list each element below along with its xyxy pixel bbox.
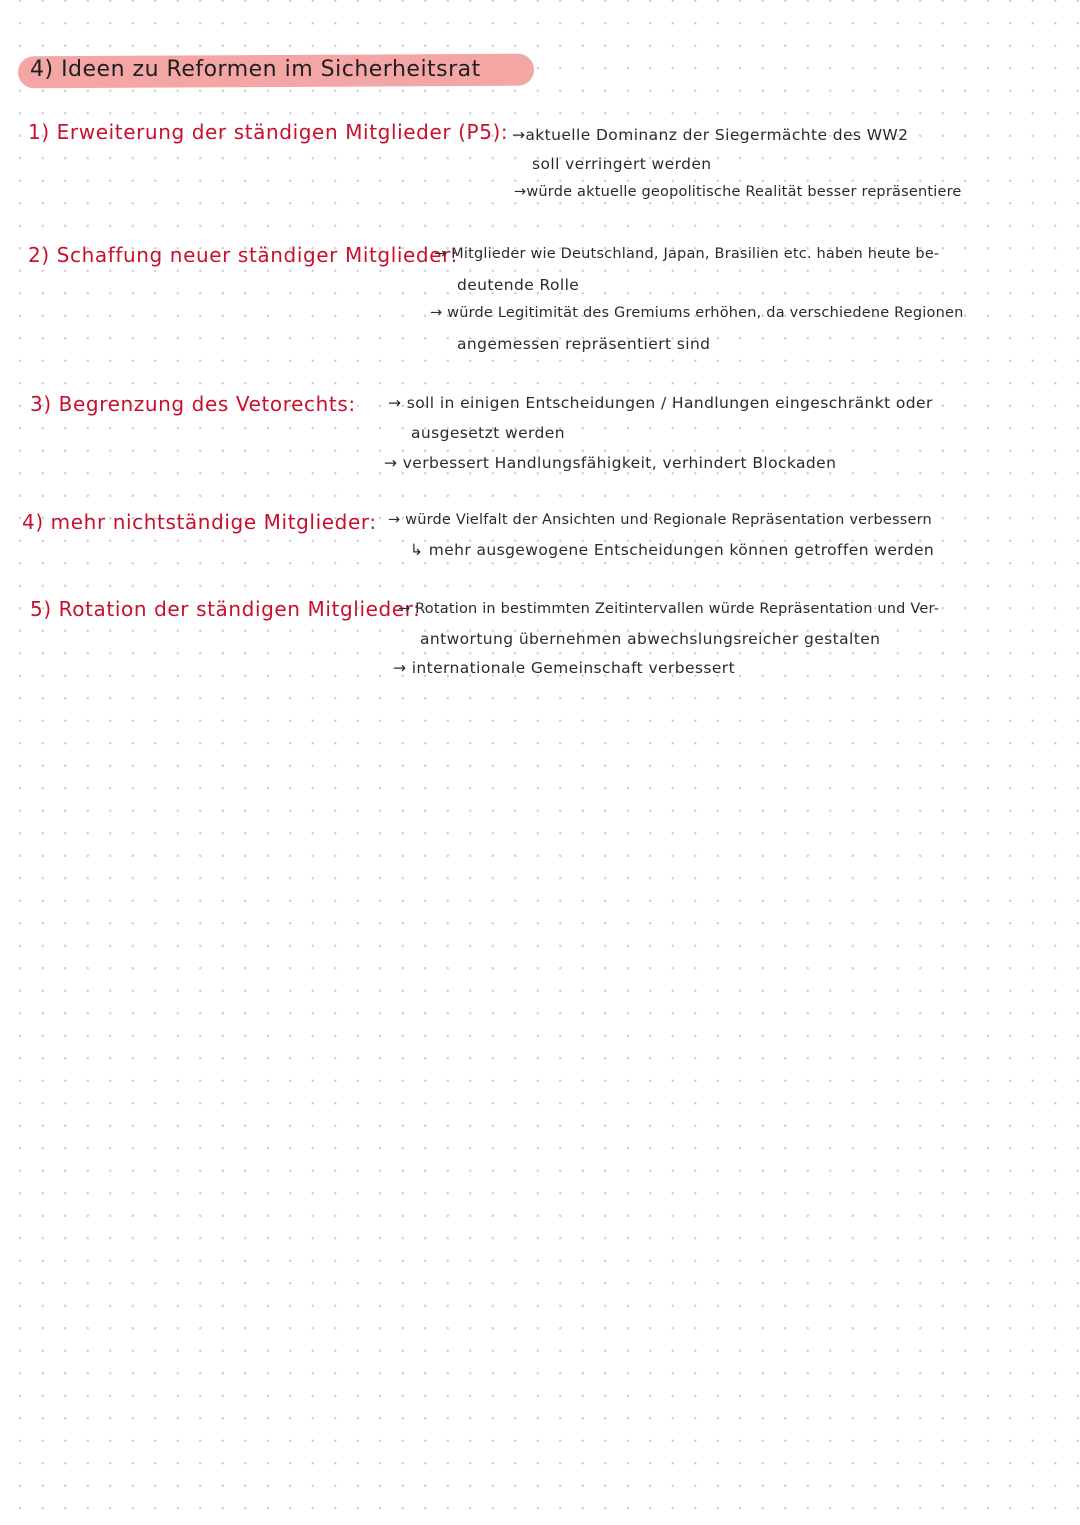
section-5-line-2: antwortung übernehmen abwechslungsreicher gestalten — [420, 630, 881, 648]
section-2-line-4: angemessen repräsentiert sind — [457, 335, 711, 353]
section-3-line-3: → verbessert Handlungsfähigkeit, verhindert Blockaden — [384, 454, 837, 472]
section-1-heading: 1) Erweiterung der ständigen Mitglieder (P5): — [28, 120, 509, 144]
section-2-line-1: → Mitglieder wie Deutschland, Japan, Brasilien etc. haben heute be- — [434, 246, 940, 262]
section-3-line-1: → soll in einigen Entscheidungen / Handlungen eingeschränkt oder — [388, 394, 933, 412]
section-2-heading: 2) Schaffung neuer ständiger Mitglieder: — [28, 243, 458, 267]
section-4-line-2: ↳ mehr ausgewogene Entscheidungen können getroffen werden — [410, 541, 935, 559]
section-2-line-2: deutende Rolle — [457, 276, 580, 294]
section-1-line-1: →aktuelle Dominanz der Siegermächte des WW2 — [512, 126, 909, 144]
section-1-line-3: →würde aktuelle geopolitische Realität besser repräsentiere — [514, 184, 962, 200]
section-5-heading: 5) Rotation der ständigen Mitglieder: — [30, 597, 421, 621]
section-3-line-2: ausgesetzt werden — [411, 424, 565, 442]
section-5-line-1: → Rotation in bestimmten Zeitintervallen würde Repräsentation und Ver- — [398, 601, 940, 617]
section-5-line-3: → internationale Gemeinschaft verbessert — [393, 659, 736, 677]
section-2-line-3: → würde Legitimität des Gremiums erhöhen, da verschiedene Regionen — [430, 305, 964, 321]
section-1-line-2: soll verringert werden — [532, 155, 712, 173]
section-4-heading: 4) mehr nichtständige Mitglieder: — [22, 510, 377, 534]
section-3-heading: 3) Begrenzung des Vetorechts: — [30, 392, 356, 416]
section-4-line-1: → würde Vielfalt der Ansichten und Regionale Repräsentation verbessern — [388, 512, 932, 528]
page-title: 4) Ideen zu Reformen im Sicherheitsrat — [30, 57, 481, 82]
